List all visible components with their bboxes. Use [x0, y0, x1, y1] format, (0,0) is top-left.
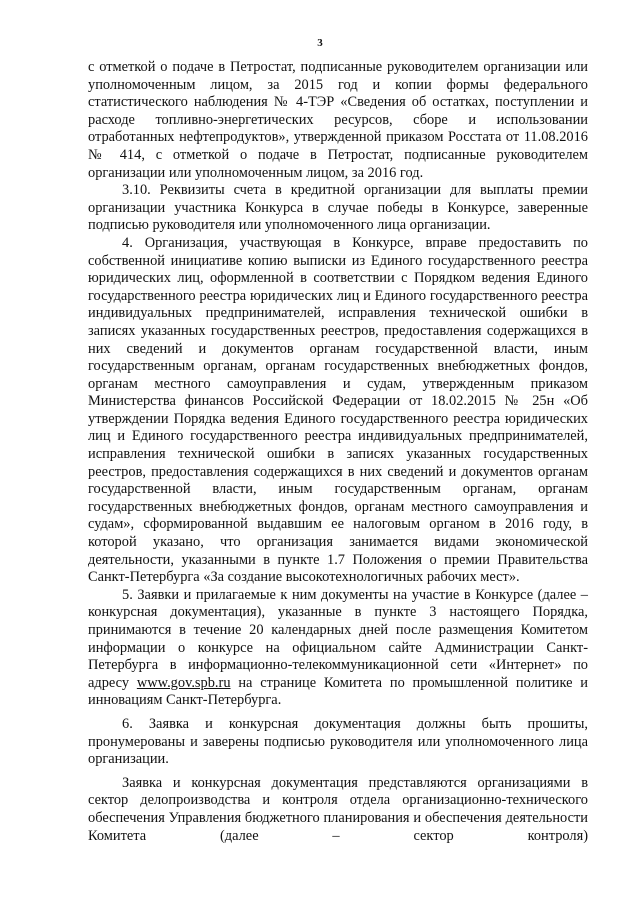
- paragraph-3-10-bank-details: 3.10. Реквизиты счета в кредитной организации для выплаты премии организации участника Конкурса в случае победы в Конкурсе, заверенные подписью руководителя или уполномоченного лица организации.: [88, 182, 588, 234]
- paragraph-6-binding-requirements: 6. Заявка и конкурсная документация должны быть прошиты, пронумерованы и заверены подписью руководителя или уполномоченного лица организации.: [88, 715, 588, 768]
- page-number: 3: [317, 37, 323, 49]
- paragraph-reporting-forms: с отметкой о подаче в Петростат, подписанные руководителем организации или уполномоченным лицом, за 2015 год и копии формы федерального статистического наблюдения № 4-ТЭР «Сведения об остатках, поступлении и расходе топливно-энергетических ресурсов, сборе и использовании отработанных нефтепродуктов», утвержденной приказом Росстата от 11.08.2016 № 414, с отметкой о подаче в Петростат, подписанные руководителем организации или уполномоченным лицом, за 2016 год.: [88, 59, 588, 181]
- paragraph-4-registry-extract: 4. Организация, участвующая в Конкурсе, вправе предоставить по собственной инициативе копию выписки из Единого государственного реестра юридических лиц, оформленной в соответствии с Порядком ведения Единого государственного реестра юридических лиц и Единого государственного реестра индивидуальных предпринимателей, исправления технической ошибки в записях указанных государственных реестров, предоставления содержащихся в них сведений и документов органам государственной власти, иным государственным органам, органам государственных внебюджетных фондов, органам местного самоуправления и судам, утвержденным приказом Министерства финансов Российской Федерации от 18.02.2015 № 25н «Об утверждении Порядка ведения Единого государственного реестра юридических лиц и Единого государственного реестра индивидуальных предпринимателей, исправления технической ошибки в записях указанных государственных реестров, предоставления содержащихся в них сведений и документов органам государственной власти, иным государственным органам, органам государственных внебюджетных фондов, органам местного самоуправления и судам», сформированной выдавшим ее налоговым органом в 2016 году, в которой указано, что организация занимается видами экономической деятельности, указанными в пункте 1.7 Положения о премии Правительства Санкт-Петербурга «За создание высокотехнологичных рабочих мест».: [88, 234, 588, 586]
- website-link[interactable]: www.gov.spb.ru: [136, 674, 231, 691]
- document-body: [88, 59, 588, 845]
- paragraph-submission-office: Заявка и конкурсная документация представляются организациями в сектор делопроизводства и контроля отдела организационно-технического обеспечения Управления бюджетного планирования и обеспечения деятельности Комитета (далее – сектор контроля): [88, 774, 588, 844]
- paragraph-5-text-end: на странице Комитета по промышленной политике и инновациям Санкт-Петербурга.: [88, 674, 588, 709]
- paragraph-5-text-start: 5. Заявки и прилагаемые к ним документы на участие в Конкурсе (далее – конкурсная документация), указанные в пункте 3 настоящего Порядка, принимаются в течение 20 календарных дней после размещения Комитетом информации о конкурсе на официальном сайте Администрации Санкт-Петербурга в информационно-телекоммуникационной сети «Интернет» по адресу: [88, 586, 588, 691]
- paragraph-5-application-deadline: [88, 587, 588, 710]
